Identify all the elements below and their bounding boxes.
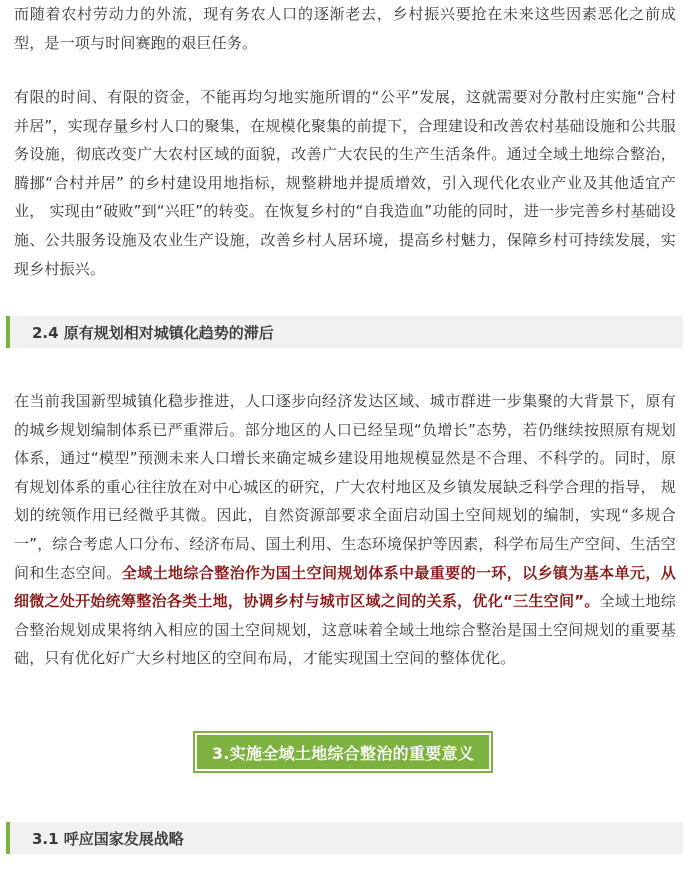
paragraph-planning-lag-text: 在当前我国新型城镇化稳步推进，人口逐步向经济发达区域、城市群进一步集聚的大背景下，原有的城乡规划编制体系已严重滞后。部分地区的人口已经呈现“负增长”态势，若仍继续按照原有规划体系，通过“模型”预测未来人口增长来确定城乡建设用地规模显然是不合理、不科学的。同时，原有规划体系的重心往往放在对中心城区的研究，广大农村地区及乡镇发展缺乏科学合理的指导， 规划的统领作用已经微乎其微。因此，自然资源部要求全面启动国土空间规划的编制，实现“多规合一”，综合考虑人口分布、经济布局、国土利用、生态环境保护等因素，科学布局生产空间、生活空间和生态空间。 [14, 392, 676, 582]
chapter-heading: 3.实施全域土地综合整治的重要意义 [197, 735, 489, 769]
chapter-heading-box [193, 731, 493, 773]
emphasis-text: 全域土地综合整治作为国土空间规划体系中最重要的一环，以乡镇为基本单元，从细微之处开始统筹整治各类土地，协调乡村与城市区域之间的关系，优化“三生空间”。 [14, 563, 676, 611]
paragraph-planning-lag [14, 387, 676, 673]
section-heading-2-4-label: 2.4 原有规划相对城镇化趋势的滞后 [32, 323, 274, 342]
section-heading-3-1-label: 3.1 呼应国家发展战略 [32, 829, 184, 848]
paragraph-planning-lag-text-end: 全域土地综合整治规划成果将纳入相应的国土空间规划，这意味着全域土地综合整治是国土空间规划的重要基础，只有优化好广大乡村地区的空间布局，才能实现国土空间的整体优化。 [14, 592, 676, 668]
section-heading-2-4 [6, 316, 683, 348]
section-heading-3-1 [6, 822, 683, 854]
paragraph-rural-labor: 而随着农村劳动力的外流，现有务农人口的逐渐老去，乡村振兴要抢在未来这些因素恶化之前成型，是一项与时间赛跑的艰巨任务。 [14, 5, 676, 52]
paragraph-merge-villages: 有限的时间、有限的资金，不能再均匀地实施所谓的“公平”发展，这就需要对分散村庄实施“合村并居”，实现存量乡村人口的聚集，在规模化聚集的前提下，合理建设和改善农村基础设施和公共服务设施，彻底改变广大农村区域的面貌，改善广大农民的生产生活条件。通过全域土地综合整治，腾挪“合村并居” 的乡村建设用地指标，规整耕地并提质增效，引入现代化农业产业及其他适宜产业， 实现由“破败”到“兴旺”的转变。在恢复乡村的“自我造血”功能的同时，进一步完善乡村基础设施、公共服务设施及农业生产设施，改善乡村人居环境，提高乡村魅力，保障乡村可持续发展，实现乡村振兴。 [14, 88, 676, 278]
